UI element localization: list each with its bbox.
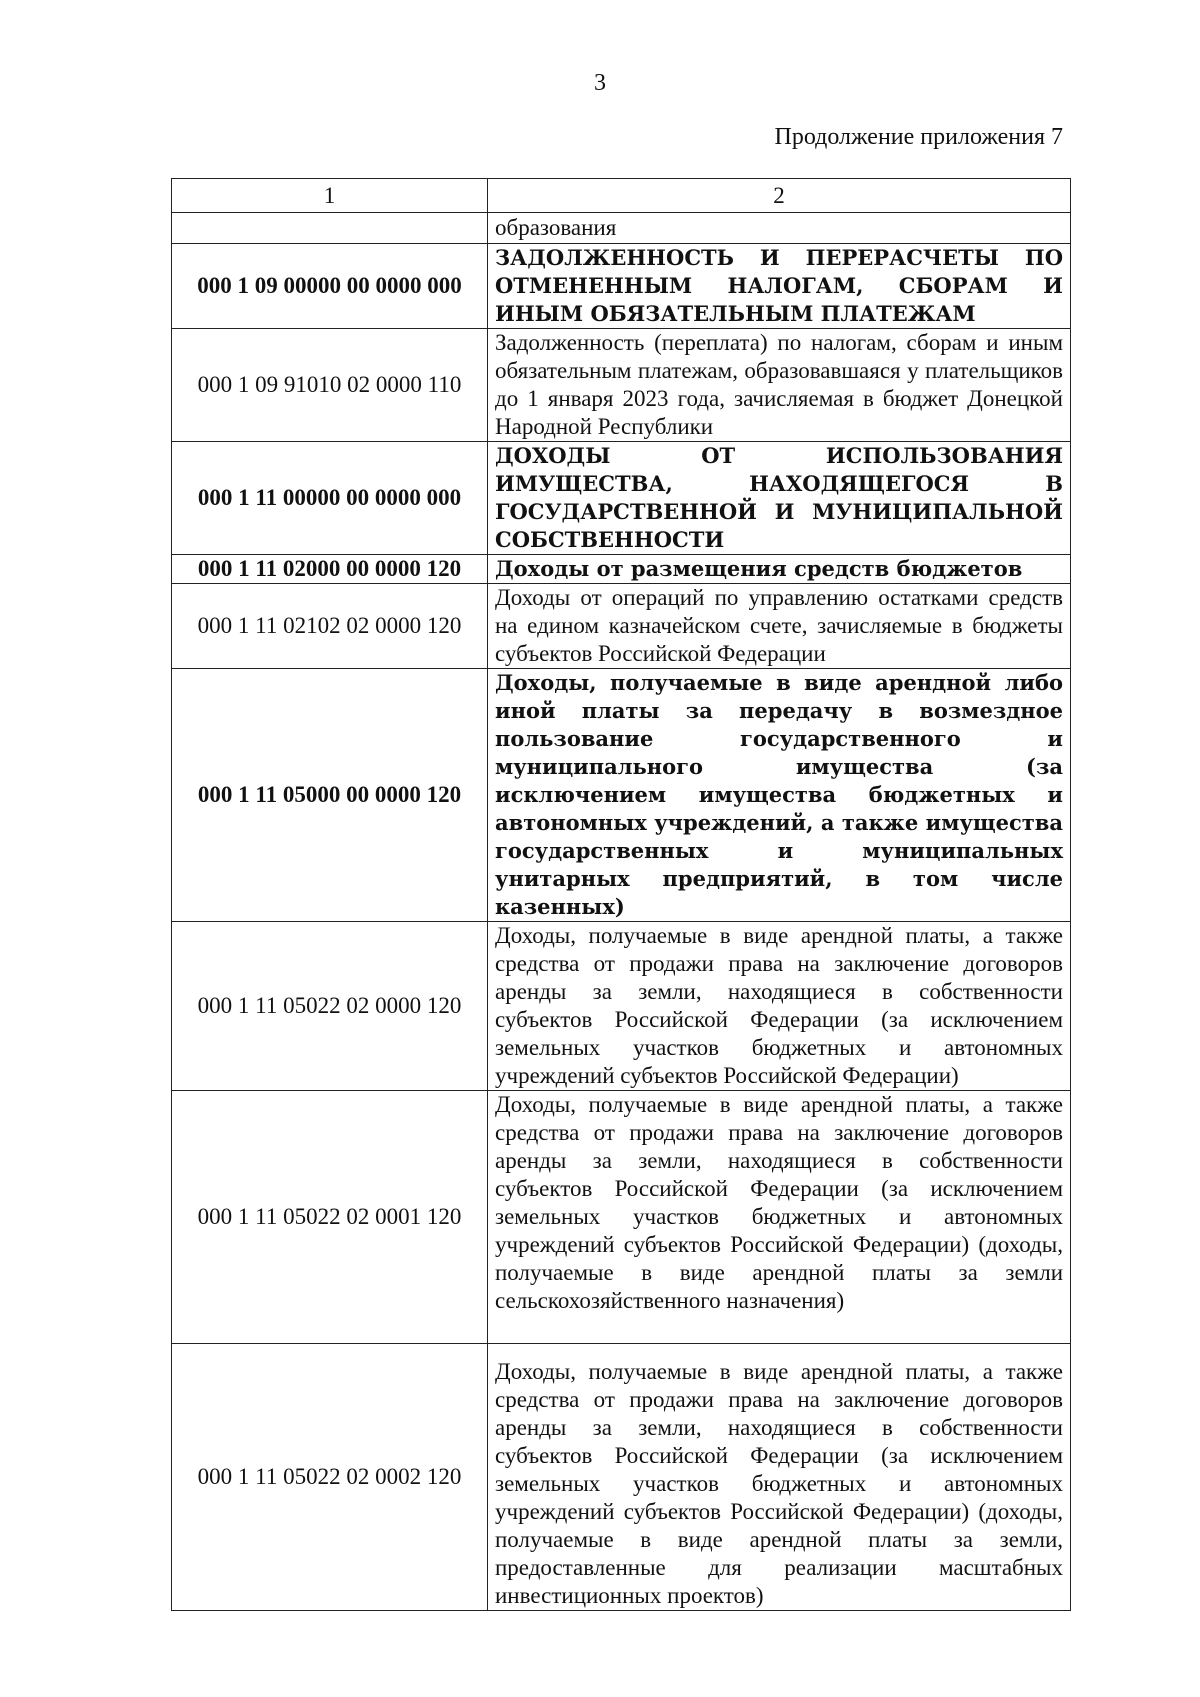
- row-code: 000 1 11 05022 02 0000 120: [172, 922, 488, 1091]
- table-row: [172, 442, 1071, 555]
- table-row: [172, 669, 1071, 922]
- row-code: 000 1 11 05022 02 0001 120: [172, 1091, 488, 1344]
- table-row: [172, 555, 1071, 584]
- table-row: [172, 244, 1071, 329]
- row-code: 000 1 09 91010 02 0000 110: [172, 329, 488, 442]
- table-row: [172, 1091, 1071, 1344]
- row-name: Доходы, получаемые в виде арендной платы, а также средства от продажи права на заключение договоров аренды за земли, находящиеся в собственности субъектов Российской Федерации (за исключением земельных участков бюджетных и автономных учреждений субъектов Российской Федерации): [488, 922, 1071, 1091]
- row-name: ДОХОДЫ ОТ ИСПОЛЬЗОВАНИЯ ИМУЩЕСТВА, НАХОДЯЩЕГОСЯ В ГОСУДАРСТВЕННОЙ И МУНИЦИПАЛЬНОЙ СОБСТВЕННОСТИ: [488, 442, 1071, 555]
- revenue-classification-table: [171, 178, 1071, 1611]
- row-name: образования: [488, 213, 1071, 244]
- row-code: 000 1 11 05000 00 0000 120: [172, 669, 488, 922]
- table-row: [172, 213, 1071, 244]
- table-header-row: [172, 179, 1071, 213]
- row-code: 000 1 11 05022 02 0002 120: [172, 1344, 488, 1611]
- row-name: Задолженность (переплата) по налогам, сборам и иным обязательным платежам, образовавшаяся у плательщиков до 1 января 2023 года, зачисляемая в бюджет Донецкой Народной Республики: [488, 329, 1071, 442]
- row-code: 000 1 11 02102 02 0000 120: [172, 584, 488, 669]
- row-code: 000 1 11 02000 00 0000 120: [172, 555, 488, 584]
- row-name: Доходы от размещения средств бюджетов: [488, 555, 1071, 584]
- row-name: Доходы от операций по управлению остатками средств на едином казначейском счете, зачисляемые в бюджеты субъектов Российской Федерации: [488, 584, 1071, 669]
- row-code: [172, 213, 488, 244]
- appendix-continuation-note: Продолжение приложения 7: [774, 124, 1063, 150]
- row-code: 000 1 09 00000 00 0000 000: [172, 244, 488, 329]
- row-name: Доходы, получаемые в виде арендной либо иной платы за передачу в возмездное пользование государственного и муниципального имущества (за исключением имущества бюджетных и автономных учреждений, а также имущества государственных и муниципальных унитарных предприятий, в том числе казенных): [488, 669, 1071, 922]
- table-row: [172, 1344, 1071, 1611]
- table-row: [172, 329, 1071, 442]
- row-name: Доходы, получаемые в виде арендной платы, а также средства от продажи права на заключение договоров аренды за земли, находящиеся в собственности субъектов Российской Федерации (за исключением земельных участков бюджетных и автономных учреждений субъектов Российской Федерации) (доходы, получаемые в виде арендной платы за земли сельскохозяйственного назначения): [488, 1091, 1071, 1344]
- column-header-code: 1: [172, 179, 488, 213]
- column-header-name: 2: [488, 179, 1071, 213]
- page-number: 3: [594, 70, 606, 96]
- row-name: ЗАДОЛЖЕННОСТЬ И ПЕРЕРАСЧЕТЫ ПО ОТМЕНЕННЫМ НАЛОГАМ, СБОРАМ И ИНЫМ ОБЯЗАТЕЛЬНЫМ ПЛАТЕЖАМ: [488, 244, 1071, 329]
- table-row: [172, 584, 1071, 669]
- row-name: Доходы, получаемые в виде арендной платы, а также средства от продажи права на заключение договоров аренды за земли, находящиеся в собственности субъектов Российской Федерации (за исключением земельных участков бюджетных и автономных учреждений субъектов Российской Федерации) (доходы, получаемые в виде арендной платы за земли, предоставленные для реализации масштабных инвестиционных проектов): [488, 1344, 1071, 1611]
- row-code: 000 1 11 00000 00 0000 000: [172, 442, 488, 555]
- table-row: [172, 922, 1071, 1091]
